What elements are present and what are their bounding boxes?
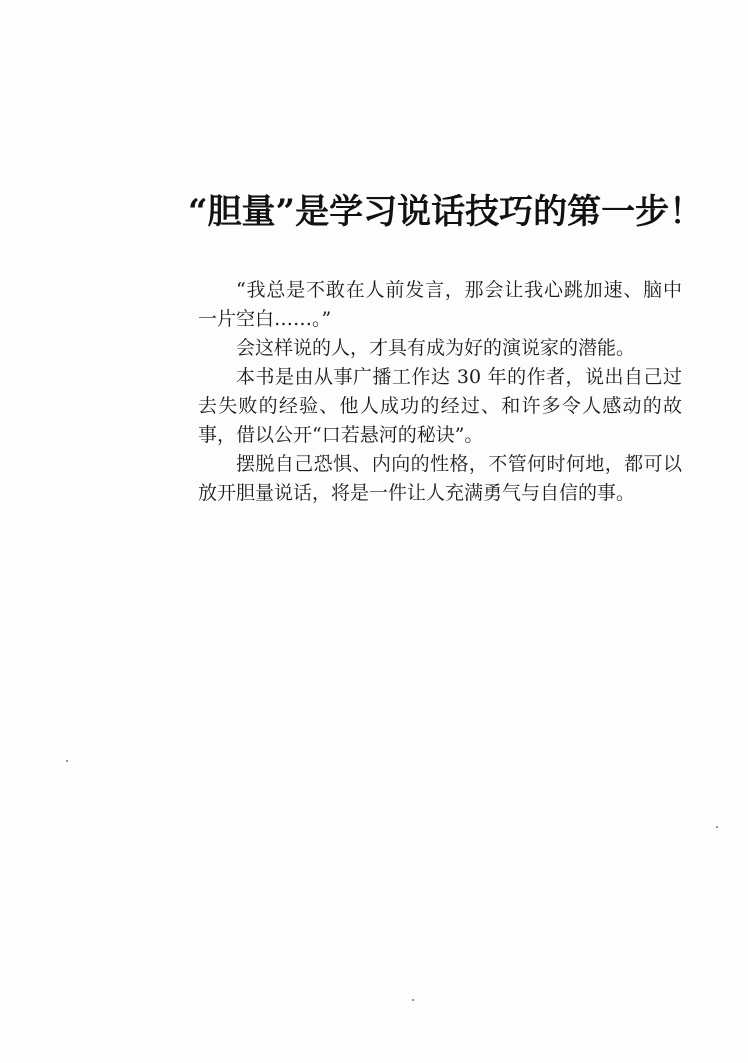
scan-speck: [716, 826, 718, 828]
body-text: [198, 276, 682, 508]
paragraph-potential: 会这样说的人，才具有成为好的演说家的潜能。: [236, 337, 636, 359]
page-title: “胆量”是学习说话技巧的第一步！: [188, 192, 704, 232]
scan-speck: [66, 760, 68, 762]
scan-speck: [412, 999, 414, 1001]
paragraph-conclusion: 摆脱自己恐惧、内向的性格，不管何时何地，都可以放开胆量说话，将是一件让人充满勇气与自信的事。: [198, 453, 682, 504]
paragraph-book-intro: 本书是由从事广播工作达 30 年的作者，说出自己过去失败的经验、他人成功的经过、和许多令人感动的故事，借以公开“口若悬河的秘诀”。: [198, 366, 682, 446]
paragraph-quote: “我总是不敢在人前发言，那会让我心跳加速、脑中一片空白……。”: [198, 279, 682, 330]
